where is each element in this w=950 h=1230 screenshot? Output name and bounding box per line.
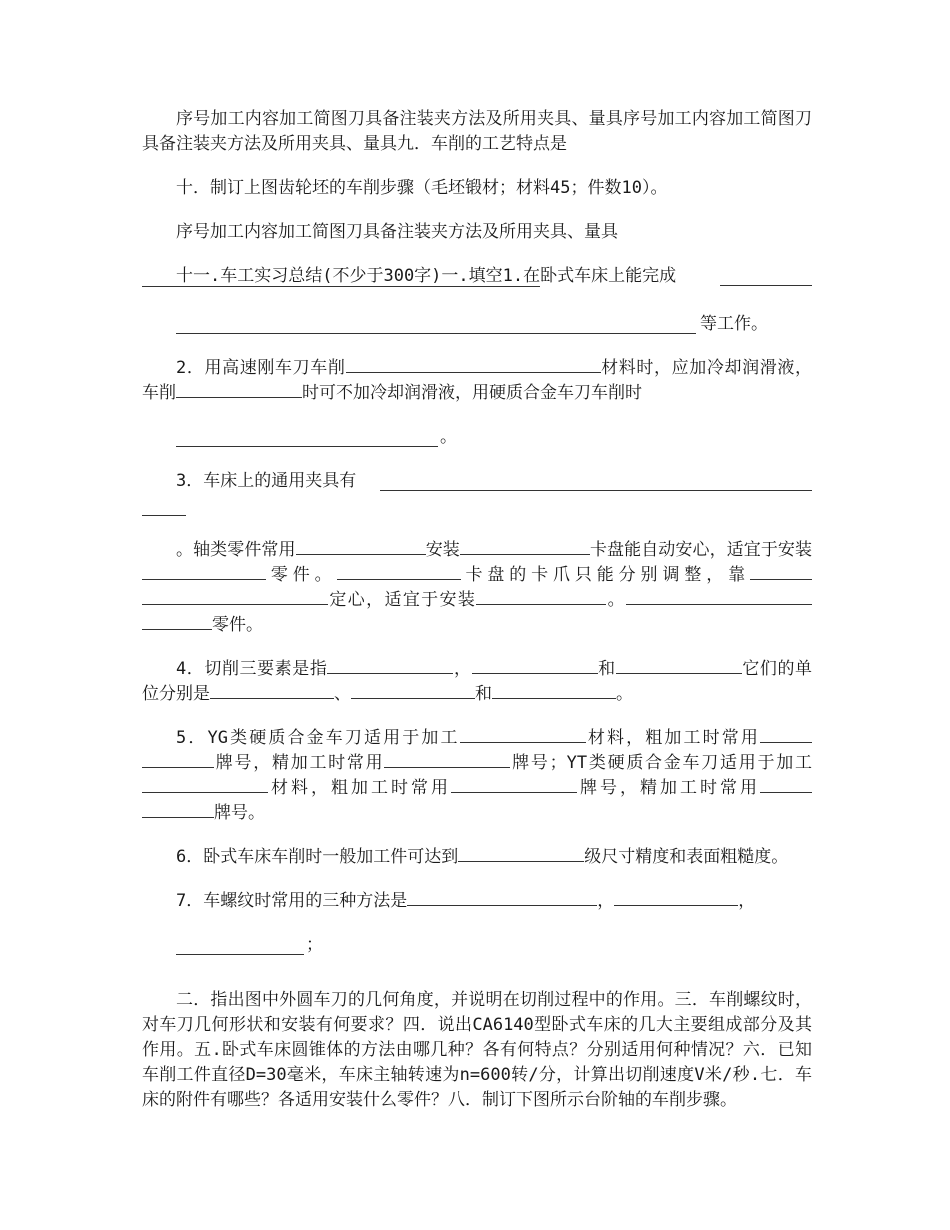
q3-text-a: 3．车床上的通用夹具有 (176, 471, 357, 491)
q5-text-e: 材料，粗加工时常用 (268, 778, 451, 798)
q3-blank-2[interactable] (142, 514, 186, 516)
q3-blank-10[interactable] (626, 588, 812, 605)
q5-blank-7[interactable] (760, 776, 812, 793)
q2-end: 。 (440, 427, 457, 447)
q3-blank-5[interactable] (142, 563, 266, 580)
q3-text-i: 零件。 (212, 615, 263, 635)
question-1 (142, 264, 812, 337)
q5-text-a: 5．YG类硬质合金车刀适用于加工 (176, 728, 460, 748)
question-3 (142, 469, 812, 638)
q1-end: 等工作。 (700, 314, 768, 334)
paragraph-1: 序号加工内容加工简图刀具备注装夹方法及所用夹具、量具序号加工内容加工简图刀具备注装夹方法及所用夹具、量具九．车削的工艺特点是 (142, 109, 812, 154)
q5-text-g: 牌号。 (214, 803, 265, 823)
q4-text-f: 和 (475, 684, 492, 704)
q4-blank-6[interactable] (492, 682, 616, 699)
q3-blank-3[interactable] (296, 538, 426, 555)
q2-blank-1[interactable] (346, 356, 601, 373)
q4-blank-3[interactable] (616, 657, 742, 674)
q5-blank-5[interactable] (142, 776, 268, 793)
question-5 (142, 726, 812, 826)
q3-text-e: 零件。 (266, 565, 337, 585)
q3-blank-4[interactable] (460, 538, 590, 555)
q2-blank-3[interactable] (176, 445, 438, 447)
q1-blank-1[interactable] (720, 284, 812, 286)
q5-blank-4[interactable] (384, 751, 510, 768)
q1-text: 十一.车工实习总结(不少于300字)一.填空1.在卧式车床上能完成 (176, 266, 677, 286)
q5-blank-1[interactable] (460, 726, 586, 743)
paragraph-3: 序号加工内容加工简图刀具备注装夹方法及所用夹具、量具 (176, 222, 618, 242)
q3-blank-8[interactable] (142, 588, 328, 605)
q3-blank-1[interactable] (380, 489, 812, 491)
q3-blank-7[interactable] (750, 563, 812, 580)
question-7 (142, 889, 812, 958)
q7-text-a: 7．车螺纹时常用的三种方法是 (176, 891, 408, 911)
document-page (142, 107, 812, 1132)
q5-text-b: 材料，粗加工时常用 (585, 728, 760, 748)
q4-text-d: 它们的单位分别是 (142, 659, 813, 704)
q4-blank-2[interactable] (472, 657, 598, 674)
q5-text-d: 牌号；YT类硬质合金车刀适用于加工 (510, 753, 812, 773)
q4-text-g: 。 (616, 684, 633, 704)
q7-text-c: ， (738, 891, 756, 911)
q3-text-b: 。轴类零件常用 (176, 540, 296, 560)
q7-end: ； (306, 935, 323, 955)
q3-text-f: 卡盘的卡爪只能分别调整，靠 (460, 565, 751, 585)
q5-text-f: 牌号，精加工时常用 (577, 778, 760, 798)
q6-text-a: 6．卧式车床车削时一般加工件可达到 (176, 847, 459, 867)
q7-text-b: ， (597, 891, 615, 911)
paragraph-2: 十．制订上图齿轮坯的车削步骤（毛坯锻材；材料45；件数10）。 (176, 178, 668, 198)
q1-blank-3[interactable] (176, 332, 696, 334)
q2-text-c: 时可不加冷却润滑液，用硬质合金车刀车削时 (302, 383, 642, 403)
question-4 (142, 657, 812, 707)
paragraph-last: 二．指出图中外圆车刀的几何角度，并说明在切削过程中的作用。三．车削螺纹时，对车刀几何形状和安装有何要求？四．说出CA6140型卧式车床的几大主要组成部分及其作用。五.卧式车床圆锥体的方法由哪几种？各有何特点？分别适用何种情况？六．已知车削工件直径D=30毫米，车床主轴转速为n=600转/分，计算出切削速度V米/秒.七．车床的附件有哪些？各适用安装什么零件？八．制订下图所示台阶轴的车削步骤。 (142, 990, 812, 1110)
q3-text-h: 。 (606, 590, 627, 610)
question-2 (142, 356, 812, 450)
q4-text-c: 和 (597, 659, 616, 679)
q7-blank-1[interactable] (407, 889, 597, 906)
q2-text-b: 材料时，应加冷却润滑液，车削 (142, 358, 812, 403)
q1-blank-2[interactable] (142, 285, 540, 287)
q4-blank-1[interactable] (327, 657, 453, 674)
q5-blank-3[interactable] (142, 751, 214, 768)
q4-blank-4[interactable] (210, 682, 334, 699)
q3-blank-11[interactable] (142, 613, 212, 630)
q7-blank-2[interactable] (614, 889, 738, 906)
q5-blank-6[interactable] (451, 776, 577, 793)
q5-text-c: 牌号，精加工时常用 (214, 753, 385, 773)
q6-blank-1[interactable] (458, 845, 584, 862)
q6-text-b: 级尺寸精度和表面粗糙度。 (584, 847, 789, 867)
q3-blank-9[interactable] (476, 588, 606, 605)
q5-blank-8[interactable] (142, 801, 214, 818)
q4-text-a: 4．切削三要素是指 (176, 659, 328, 679)
q5-blank-2[interactable] (760, 726, 812, 743)
question-6 (142, 845, 812, 870)
q4-text-b: ， (453, 659, 472, 679)
q3-text-g: 定心，适宜于安装 (328, 590, 477, 610)
q3-text-c: 安装 (425, 540, 460, 560)
q4-blank-5[interactable] (351, 682, 475, 699)
q4-text-e: 、 (334, 684, 351, 704)
q2-text-a: 2．用高速刚车刀车削 (176, 358, 346, 378)
q3-blank-6[interactable] (337, 563, 461, 580)
q2-blank-2[interactable] (176, 381, 302, 398)
q3-text-d: 卡盘能自动安心，适宜于安装 (589, 540, 813, 560)
q7-blank-3[interactable] (176, 953, 304, 955)
